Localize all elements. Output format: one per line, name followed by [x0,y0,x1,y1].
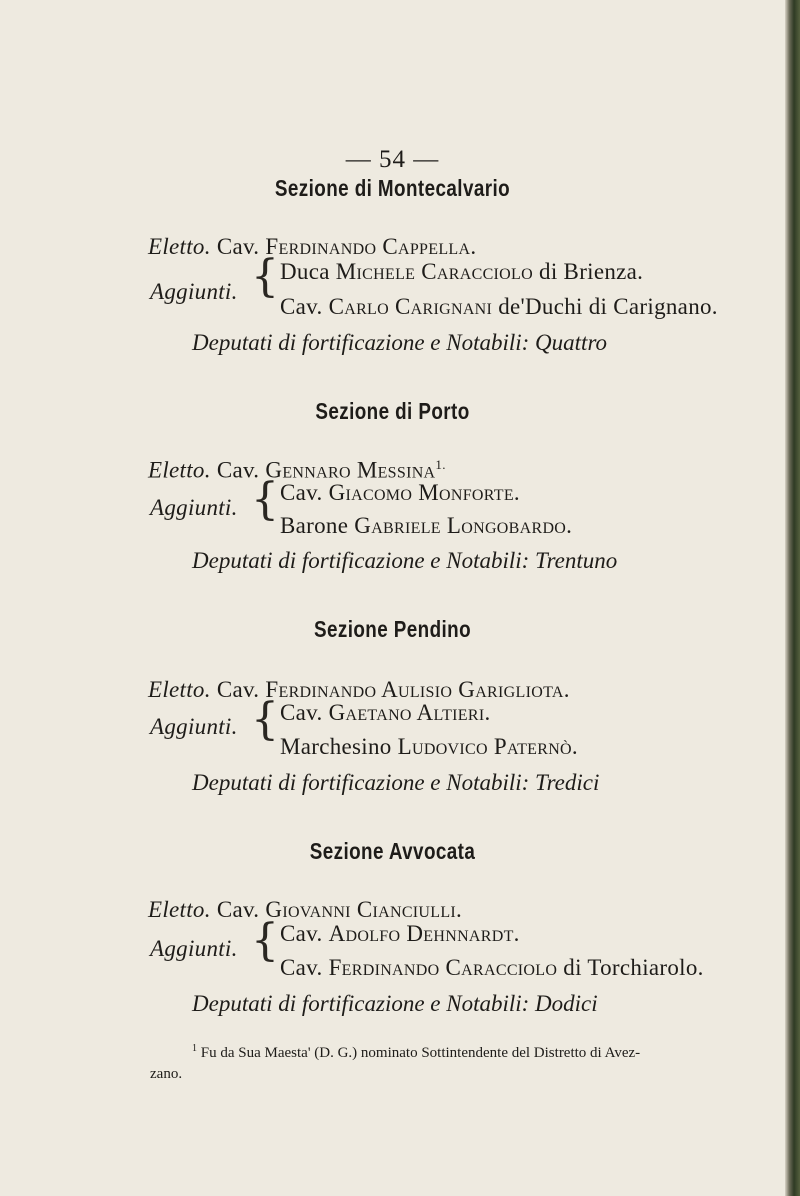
aggiunto-prefix: Cav. [280,700,323,725]
footnote-marker: 1. [435,457,446,472]
aggiunto-name: Ludovico Paternò. [397,734,578,759]
footnote-continuation: zano. [150,1066,183,1082]
aggiunto-line [280,921,520,947]
section-title-avvocata: Sezione Avvocata [309,838,476,864]
aggiunto-prefix: Duca [280,259,330,284]
aggiunto-line [280,734,578,760]
eletto-line [148,897,462,923]
section-title-montecalvario: Sezione di Montecalvario [274,175,511,201]
aggiunto-line [280,294,718,320]
aggiunto-suffix: di Torchiarolo. [563,955,704,980]
aggiunti-label: Aggiunti. [150,936,238,961]
aggiunto-line [280,259,643,285]
aggiunto-prefix: Cav. [280,955,323,980]
footnote-text: Fu da Sua Maesta' (D. G.) nominato Sottintendente del Distretto di Avez- [200,1045,641,1061]
aggiunto-name: Gabriele Longobardo. [354,513,573,538]
eletto-prefix: Cav. [216,677,260,702]
aggiunto-line [280,700,491,726]
deputati-line: Deputati di fortificazione e Notabili: Tredici [192,770,600,795]
aggiunto-line [280,955,704,981]
aggiunto-name: Michele Caracciolo [335,259,533,284]
section-title-porto: Sezione di Porto [315,398,470,424]
aggiunto-name: Adolfo Dehnnardt. [328,921,520,946]
eletto-name: Gennaro Messina [265,457,436,483]
aggiunto-prefix: Cav. [280,921,323,946]
aggiunto-name: Carlo Carignani [328,294,493,319]
eletto-name: Ferdinando Cappella. [265,234,477,259]
aggiunti-label: Aggiunti. [150,714,238,739]
page-number: — 54 — [345,146,440,173]
page-edge [785,0,800,1196]
deputati-line: Deputati di fortificazione e Notabili: Trentuno [192,548,618,573]
eletto-label: Eletto. [148,677,211,702]
aggiunto-prefix: Barone [280,513,349,538]
aggiunto-name: Ferdinando Caracciolo [328,955,558,980]
footnote-number: 1 [192,1043,197,1054]
aggiunto-line [280,480,520,506]
aggiunto-prefix: Marchesino [280,734,392,759]
deputati-line: Deputati di fortificazione e Notabili: Quattro [192,330,608,355]
eletto-name: Giovanni Cianciulli. [265,897,463,922]
aggiunto-suffix: di Brienza. [539,259,644,284]
aggiunto-suffix: de'Duchi di Carignano. [498,294,718,319]
brace-glyph: { [251,474,279,525]
eletto-prefix: Cav. [216,457,260,483]
eletto-line [148,234,476,260]
footnote [192,1043,640,1062]
eletto-prefix: Cav. [216,234,260,259]
deputati-line: Deputati di fortificazione e Notabili: Dodici [192,991,598,1016]
brace-glyph: { [251,251,279,302]
aggiunti-label: Aggiunti. [150,495,238,520]
aggiunti-label: Aggiunti. [150,279,238,304]
eletto-label: Eletto. [148,897,211,922]
aggiunto-prefix: Cav. [280,480,323,505]
section-title-pendino: Sezione Pendino [313,616,472,642]
aggiunto-name: Gaetano Altieri. [328,700,491,725]
aggiunto-line [280,513,572,539]
brace-glyph: { [251,915,279,966]
aggiunto-name: Giacomo Monforte. [328,480,520,505]
eletto-prefix: Cav. [216,897,260,922]
aggiunto-prefix: Cav. [280,294,323,319]
eletto-name: Ferdinando Aulisio Garigliota. [265,677,570,702]
brace-glyph: { [251,694,279,745]
eletto-label: Eletto. [148,457,211,483]
eletto-label: Eletto. [148,234,211,259]
